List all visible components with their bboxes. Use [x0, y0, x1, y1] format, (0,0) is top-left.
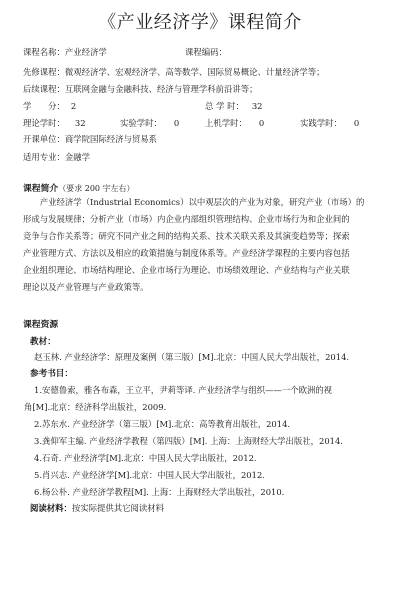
credits-label: 学 分：	[23, 101, 65, 111]
references-label: 参考书目：	[30, 369, 73, 379]
credits-value: 2	[70, 101, 77, 111]
credits-row	[23, 101, 76, 112]
total-hours-value: 32	[251, 101, 263, 111]
major-value: 金融学	[64, 152, 90, 162]
reference-item: 6.杨公朴. 产业经济学教程[M]. 上海：上海财经大学出版社，2010.	[34, 487, 285, 497]
dept-label: 开课单位：	[23, 134, 65, 144]
reading-value: 按实际提供其它阅读材料	[71, 503, 164, 513]
reference-item: 3.龚仰军主编. 产业经济学教程（第四版）[M]. 上海：上海财经大学出版社，2014.	[34, 436, 343, 446]
intro-line: 形成与发展规律；分析产业（市场）内企业内部组织管理结构、企业市场行为和企业间的	[23, 214, 350, 224]
intro-line: 企业组织理论、市场结构理论、企业市场行为理论、市场绩效理论、产业结构与产业关联	[23, 265, 350, 275]
computer-hours-label: 上机学时：	[205, 118, 247, 128]
reference-item: 5.肖兴志. 产业经济学[M].北京：中国人民大学出版社，2012.	[34, 470, 265, 480]
intro-note: （要求 200 字左右）	[58, 184, 135, 193]
reference-item: 4.石奇. 产业经济学[M].北京：中国人民大学出版社，2012.	[34, 453, 257, 463]
lab-hours-row	[120, 118, 179, 129]
prereq-value: 微观经济学、宏观经济学、高等数学、国际贸易概论、计量经济学等；	[64, 67, 325, 77]
computer-hours-row	[205, 118, 264, 129]
course-code-row	[185, 47, 227, 58]
followup-value: 互联网金融与金融科技、经济与管理学科前沿讲等；	[64, 84, 258, 94]
prereq-row	[23, 67, 325, 78]
reference-item: 2.苏东水. 产业经济学（第三版）[M].北京：高等教育出版社，2014.	[34, 419, 291, 429]
practice-hours-label: 实践学时：	[300, 118, 342, 128]
prereq-label: 先修课程：	[23, 67, 65, 77]
lab-hours-value: 0	[173, 118, 180, 128]
practice-hours-row	[300, 118, 359, 129]
major-row	[23, 152, 90, 163]
intro-heading: 课程简介	[23, 184, 59, 194]
textbook-label: 教材：	[30, 337, 56, 347]
intro-line: 产业管理方式、方法以及相应的政策措施与制度体系等。产业经济学课程的主要内容包括	[23, 248, 350, 258]
reading-row	[30, 503, 164, 514]
textbook-entry: 赵玉林. 产业经济学：原理及案例（第三版）[M].北京：中国人民大学出版社，2014.	[34, 352, 350, 362]
page-title: 《产业经济学》课程简介	[98, 12, 302, 33]
dept-value: 商学院国际经济与贸易系	[64, 134, 157, 144]
total-hours-row	[205, 101, 263, 112]
major-label: 适用专业：	[23, 152, 65, 162]
computer-hours-value: 0	[258, 118, 265, 128]
reading-label: 阅读材料：	[30, 503, 72, 513]
practice-hours-value: 0	[353, 118, 360, 128]
dept-row	[23, 134, 157, 145]
followup-row	[23, 84, 258, 95]
lab-hours-label: 实验学时：	[120, 118, 162, 128]
resources-heading: 课程资源	[23, 320, 59, 330]
intro-paragraph	[23, 194, 383, 296]
theory-hours-label: 理论学时：	[23, 118, 65, 128]
course-name-row	[23, 47, 107, 58]
intro-line: 竞争与合作关系等；研究不同产业之间的结构关系、技术关联关系及其演变趋势等；探索	[23, 231, 350, 241]
course-name-label: 课程名称：	[23, 47, 65, 57]
course-name-value: 产业经济学	[64, 47, 107, 57]
followup-label: 后续课程：	[23, 84, 65, 94]
theory-hours-value: 32	[74, 118, 86, 128]
theory-hours-row	[23, 118, 86, 129]
course-code-label: 课程编码：	[185, 47, 227, 57]
total-hours-label: 总 学 时：	[205, 101, 244, 111]
reference-item: 1.安德鲁索，雅各布森，王立平，尹莉等译. 产业经济学与组织——一个欧洲的视	[34, 385, 333, 395]
intro-line: 理论以及产业管理与产业政策等。	[23, 282, 149, 292]
reference-item: 角[M].北京：经济科学出版社，2009.	[24, 402, 167, 412]
intro-line: 产业经济学（Industrial Economics）以中观层次的产业为对象，研究产业（市场）的	[39, 197, 365, 207]
